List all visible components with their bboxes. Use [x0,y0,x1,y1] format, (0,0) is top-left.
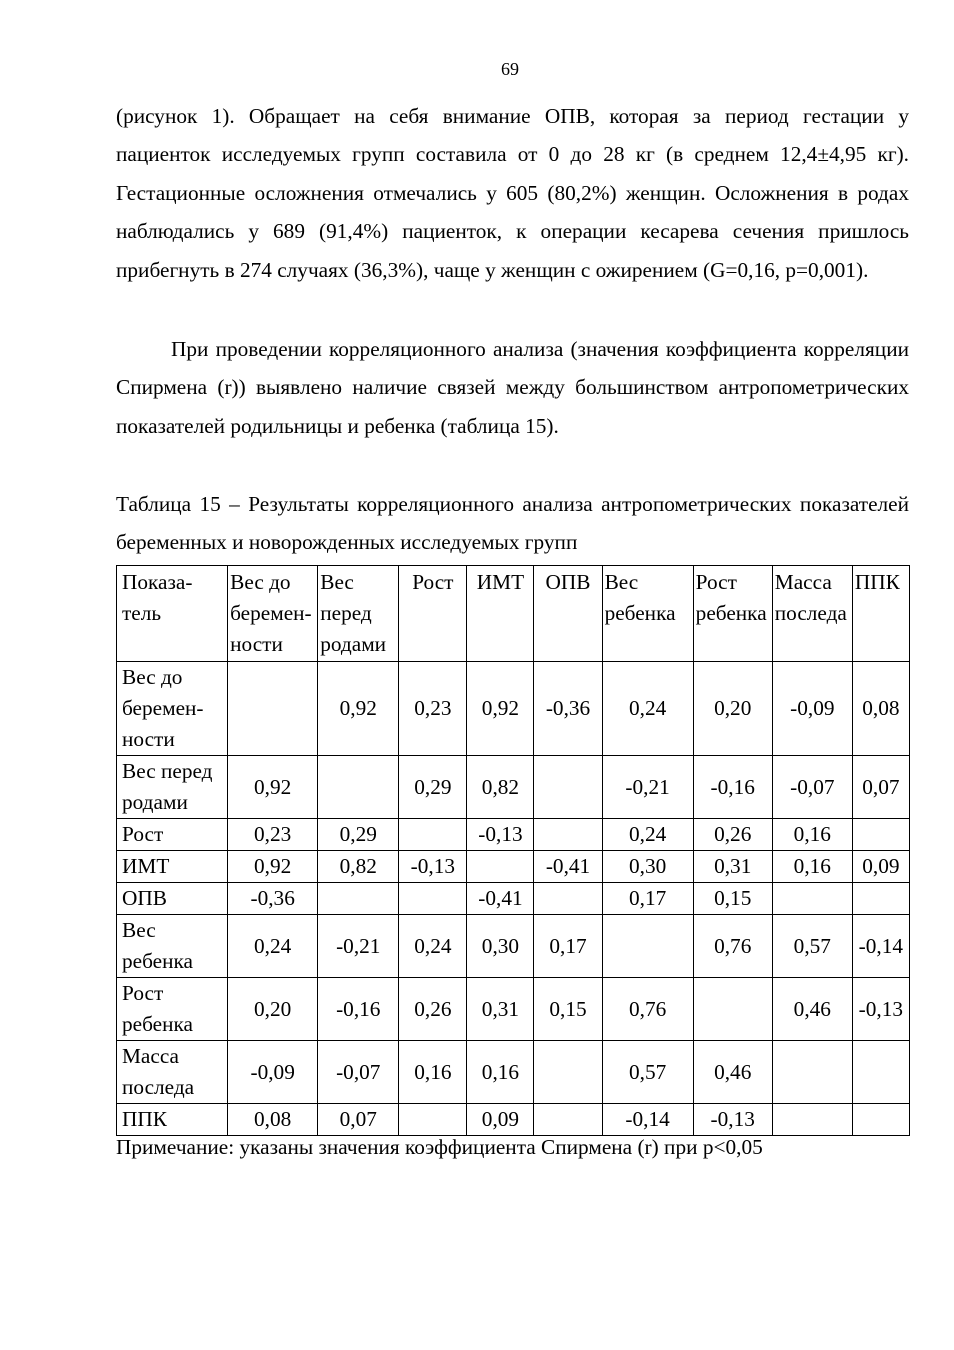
row-header: ОПВ [117,883,228,915]
table-cell: 0,57 [772,915,852,978]
table-cell [772,1041,852,1104]
table-cell [852,883,909,915]
row-header: Масса последа [117,1041,228,1104]
table-cell [772,1104,852,1136]
table-cell: -0,14 [602,1104,693,1136]
table-cell: 0,16 [772,851,852,883]
paragraph-2: При проведении корреляционного анализа (значения коэффициента корреляции Спирмена (r)) выявлено наличие связей между большинством антропометрических показателей родильницы и ребенка (таблица 15). [116,337,909,438]
table-cell [534,819,602,851]
table-row [117,978,910,1041]
table-cell: -0,13 [693,1104,772,1136]
column-header: Рост [399,566,467,662]
table-cell: 0,09 [852,851,909,883]
row-header: Вес перед родами [117,756,228,819]
table-cell: 0,92 [318,662,399,756]
column-header: Показа-тель [117,566,228,662]
row-header: ППК [117,1104,228,1136]
table-cell: 0,76 [693,915,772,978]
table-row [117,819,910,851]
table-row [117,1041,910,1104]
table-cell: 0,30 [467,915,534,978]
correlation-table [116,565,910,1136]
column-header: Вес перед родами [318,566,399,662]
table-cell: 0,07 [318,1104,399,1136]
table-cell [534,883,602,915]
table-cell: -0,07 [772,756,852,819]
column-header: ОПВ [534,566,602,662]
table-cell: 0,08 [228,1104,318,1136]
table-cell: 0,29 [318,819,399,851]
table-cell: 0,24 [602,662,693,756]
table-cell: 0,20 [693,662,772,756]
table-cell: 0,31 [693,851,772,883]
table-cell: 0,57 [602,1041,693,1104]
row-header: Вес до беремен-ности [117,662,228,756]
column-header: Рост ребенка [693,566,772,662]
table-cell [318,756,399,819]
table-cell: -0,09 [772,662,852,756]
row-header: Рост ребенка [117,978,228,1041]
row-header: Вес ребенка [117,915,228,978]
table-cell: -0,16 [693,756,772,819]
table-cell: -0,41 [534,851,602,883]
table-cell: 0,82 [318,851,399,883]
table-row [117,851,910,883]
table-cell: 0,07 [852,756,909,819]
table-note: Примечание: указаны значения коэффициента Спирмена (r) при p<0,05 [116,1135,763,1159]
table-cell [534,756,602,819]
table-cell: 0,92 [228,851,318,883]
table-cell: 0,24 [228,915,318,978]
table-cell: 0,16 [467,1041,534,1104]
table-cell [852,819,909,851]
table-cell: 0,16 [399,1041,467,1104]
table-cell: -0,07 [318,1041,399,1104]
table-cell [693,978,772,1041]
table-cell: 0,09 [467,1104,534,1136]
table-cell: 0,23 [228,819,318,851]
table-cell [772,883,852,915]
table-row [117,662,910,756]
table-cell: 0,76 [602,978,693,1041]
table-cell: 0,24 [602,819,693,851]
table-cell: 0,23 [399,662,467,756]
table-cell: -0,13 [467,819,534,851]
page-number: 69 [501,59,519,79]
table-cell: -0,14 [852,915,909,978]
table-row [117,1104,910,1136]
table-cell: -0,41 [467,883,534,915]
table-cell [852,1104,909,1136]
table-cell: 0,46 [772,978,852,1041]
table-cell: -0,16 [318,978,399,1041]
table-cell: 0,30 [602,851,693,883]
table-cell: 0,20 [228,978,318,1041]
table-cell: 0,92 [228,756,318,819]
column-header: Масса последа [772,566,852,662]
table-cell: -0,36 [228,883,318,915]
table-cell [399,883,467,915]
table-cell [534,1104,602,1136]
table-cell: 0,26 [693,819,772,851]
table-cell [228,662,318,756]
table-cell: 0,26 [399,978,467,1041]
table-cell [852,1041,909,1104]
column-header: Вес до беремен-ности [228,566,318,662]
row-header: ИМТ [117,851,228,883]
table-cell [534,1041,602,1104]
table-cell: 0,15 [693,883,772,915]
column-header: Вес ребенка [602,566,693,662]
table-cell: 0,46 [693,1041,772,1104]
table-cell: 0,16 [772,819,852,851]
table-cell: 0,24 [399,915,467,978]
table-row [117,915,910,978]
table-cell: 0,17 [602,883,693,915]
table-cell [467,851,534,883]
table-cell [602,915,693,978]
paragraph-1: (рисунок 1). Обращает на себя внимание ОПВ, которая за период гестации у пациенток исследуемых групп составила от 0 до 28 кг (в среднем 12,4±4,95 кг). Гестационные осложнения отмечались у 605 (80,2%) женщин. Осложнения в родах наблюдались у 689 (91,4%) пациенток, к операции кесарева сечения пришлось прибегнуть в 274 случаях (36,3%), чаще у женщин с ожирением (G=0,16, p=0,001). [116,104,909,282]
table-cell: 0,92 [467,662,534,756]
row-header: Рост [117,819,228,851]
table-row [117,756,910,819]
column-header: ИМТ [467,566,534,662]
table-cell [318,883,399,915]
table-cell: -0,13 [399,851,467,883]
table-caption: Таблица 15 – Результаты корреляционного анализа антропометрических показателей беременных и новорожденных исследуемых групп [116,492,909,555]
table-cell: 0,29 [399,756,467,819]
table-cell: -0,13 [852,978,909,1041]
column-header: ППК [852,566,909,662]
table-cell: 0,82 [467,756,534,819]
table-cell: 0,17 [534,915,602,978]
table-cell: 0,08 [852,662,909,756]
table-cell: 0,15 [534,978,602,1041]
table-cell: -0,21 [318,915,399,978]
table-cell [399,1104,467,1136]
table-cell: 0,31 [467,978,534,1041]
table-cell [399,819,467,851]
table-cell: -0,36 [534,662,602,756]
table-cell: -0,21 [602,756,693,819]
table-row [117,883,910,915]
table-header-row [117,566,910,662]
table-cell: -0,09 [228,1041,318,1104]
